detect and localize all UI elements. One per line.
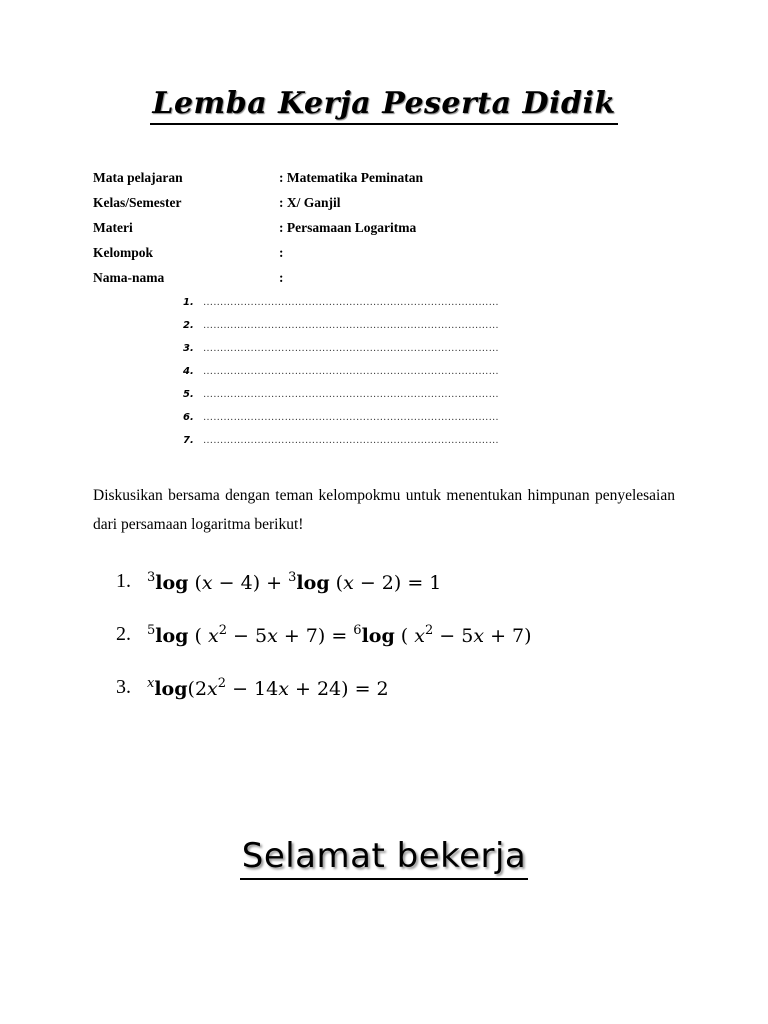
name-number: 4. [183,366,194,377]
variable: x [278,678,289,700]
name-line[interactable] [183,435,499,458]
info-label: Kelompok [93,245,154,260]
name-blank: …………………………………………………………………………… [203,389,499,400]
eq-part: (2 [187,678,208,700]
eq-part: + 7) = [277,625,354,647]
name-number: 7. [183,435,194,446]
info-row-class [93,195,423,220]
problem-number: 1. [116,570,131,592]
name-number: 1. [183,297,194,308]
exponent: 2 [218,623,227,638]
name-number: 6. [183,412,194,423]
problem-1 [116,570,532,623]
info-value: : [279,245,284,260]
exponent: 2 [424,623,434,638]
name-line[interactable] [183,343,499,366]
name-line[interactable] [183,389,499,412]
name-line[interactable] [183,412,499,435]
page-title [0,86,768,125]
log-op: log [296,572,330,594]
variable: x [473,625,485,647]
eq-part: + 24) = 2 [288,678,389,700]
log-op: log [154,678,188,700]
log-base: 6 [353,623,362,638]
eq-part: ( [394,625,415,647]
eq-part: ( [329,572,344,594]
name-line[interactable] [183,297,499,320]
info-label: Kelas/Semester [93,195,182,210]
name-number: 3. [183,343,194,354]
eq-part: ( [188,625,208,647]
info-value: : Persamaan Logaritma [279,220,417,235]
variable: x [207,625,219,647]
variable: x [414,625,425,647]
name-line[interactable] [183,320,499,343]
closing-banner [0,836,768,880]
name-blank: …………………………………………………………………………… [203,297,499,308]
eq-part: − 5 [226,625,268,647]
name-blank: …………………………………………………………………………… [203,412,499,423]
name-number: 2. [183,320,194,331]
info-row-group [93,245,423,270]
log-base: x [147,676,155,691]
problem-list [116,570,532,729]
info-label: Nama-nama [93,270,165,285]
eq-part: − 5 [433,625,474,647]
name-number: 5. [183,389,194,400]
info-row-names [93,270,423,295]
info-table [93,170,423,295]
info-value: : X/ Ganjil [279,195,341,210]
problem-number: 2. [116,623,131,645]
info-label: Mata pelajaran [93,170,183,185]
log-op: log [155,572,189,594]
exponent: 2 [217,676,227,691]
name-blank: …………………………………………………………………………… [203,366,499,377]
info-value: : Matematika Peminatan [279,170,423,185]
eq-part: − 4) + [212,572,289,594]
log-base: 5 [147,623,156,638]
info-label: Materi [93,220,133,235]
page-title-text: Lemba Kerja Peserta Didik [150,86,617,125]
variable: x [207,678,218,700]
equation [147,676,389,700]
eq-part: − 2) = 1 [353,572,442,594]
problem-3 [116,676,532,729]
problem-2 [116,623,532,676]
info-row-subject [93,170,423,195]
closing-text: Selamat bekerja [240,836,529,880]
equation [147,623,532,647]
instruction-text: Diskusikan bersama dengan teman kelompokmu untuk menentukan himpunan penyelesaian dari persamaan logaritma berikut! [93,487,675,533]
eq-part: − 14 [226,678,279,700]
equation [147,570,441,594]
name-line[interactable] [183,366,499,389]
log-base: 3 [288,570,297,585]
info-row-material [93,220,423,245]
log-base: 3 [147,570,156,585]
info-value: : [279,270,284,285]
problem-number: 3. [116,676,131,698]
log-op: log [361,625,395,647]
name-blank: …………………………………………………………………………… [203,320,499,331]
eq-part: ( [188,572,202,594]
eq-part: + 7) [484,625,532,647]
variable: x [267,625,278,647]
names-list [183,297,499,458]
variable: x [343,572,354,594]
name-blank: …………………………………………………………………………… [203,343,499,354]
variable: x [201,572,213,594]
name-blank: …………………………………………………………………………… [203,435,499,446]
log-op: log [155,625,189,647]
